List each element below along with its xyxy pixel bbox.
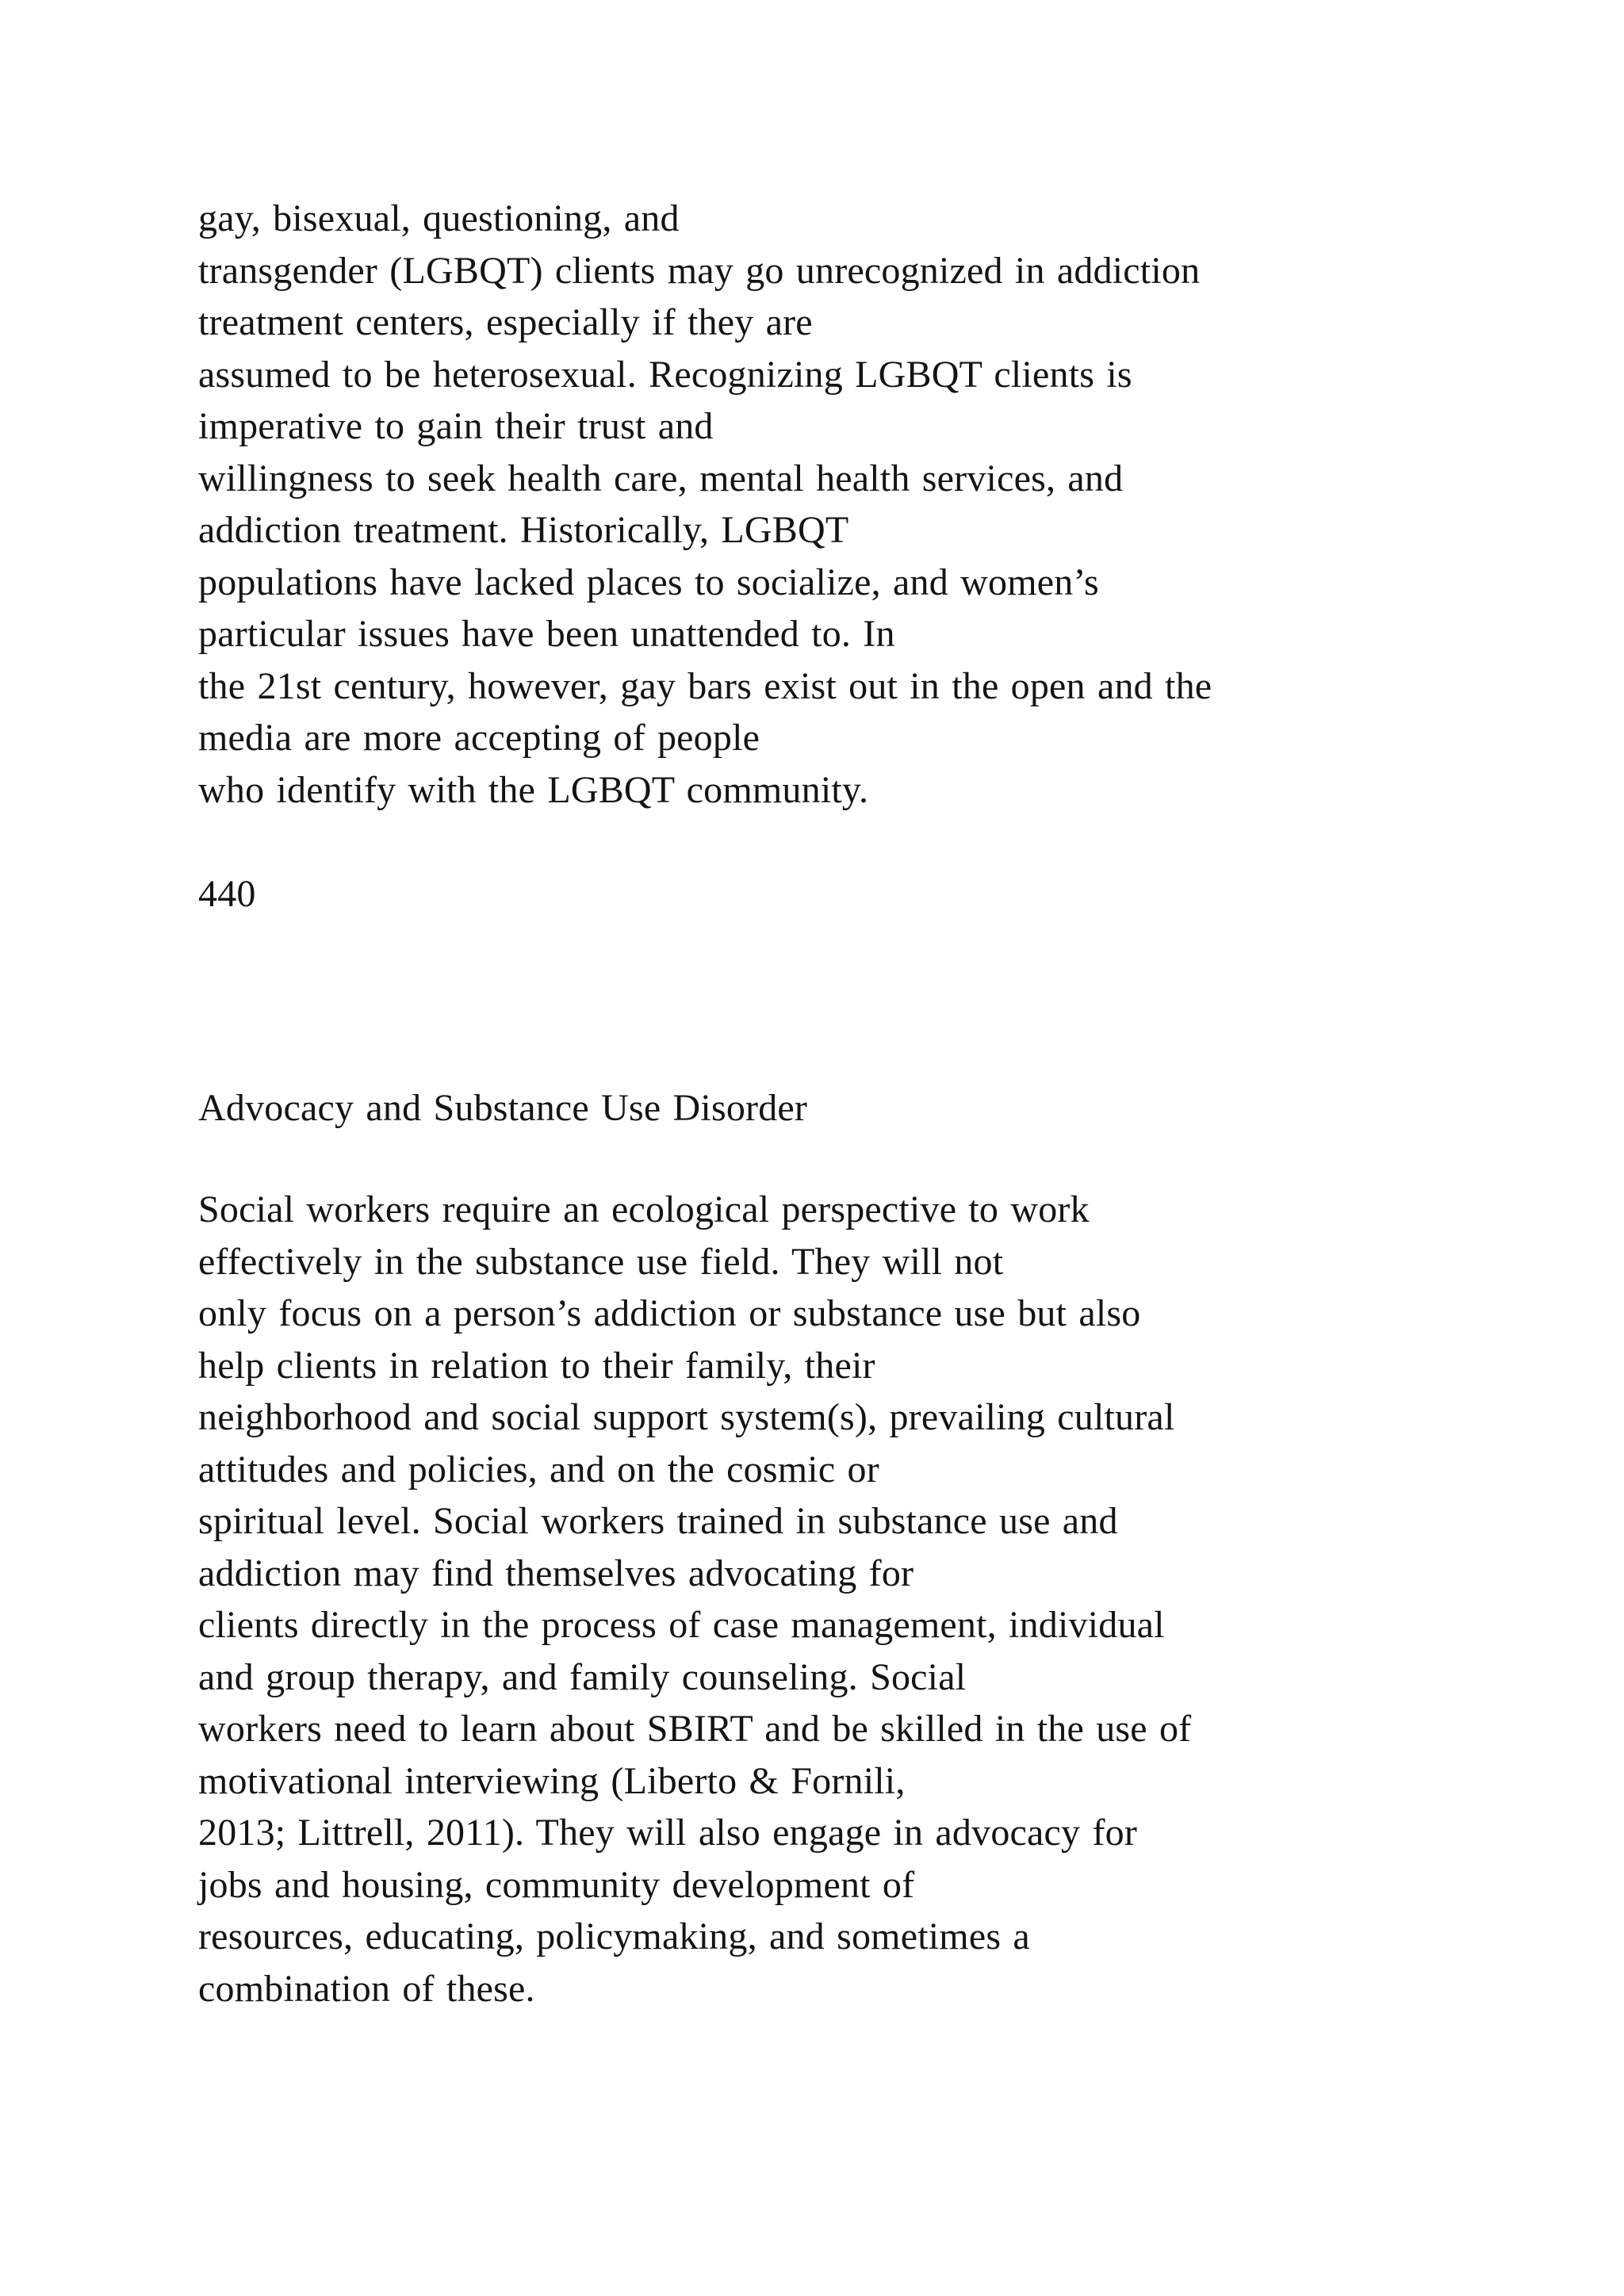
- section-heading-text: Advocacy and Substance Use Disorder: [198, 1087, 808, 1129]
- text-line: clients directly in the process of case management, individual: [198, 1604, 1165, 1646]
- text-line: gay, bisexual, questioning, and: [198, 197, 680, 239]
- text-line: Social workers require an ecological perspective to work: [198, 1188, 1090, 1230]
- text-line: media are more accepting of people: [198, 717, 760, 759]
- text-line: combination of these.: [198, 1967, 535, 2010]
- text-line: populations have lacked places to socialize, and women’s: [198, 561, 1099, 603]
- text-line: 2013; Littrell, 2011). They will also engage in advocacy for: [198, 1812, 1138, 1854]
- text-line: effectively in the substance use field. They will not: [198, 1240, 1004, 1283]
- paragraph-lgbqt-clients: [198, 193, 1499, 816]
- section-heading: [198, 1082, 1499, 1135]
- text-line: attitudes and policies, and on the cosmic or: [198, 1448, 879, 1490]
- text-line: and group therapy, and family counseling. Social: [198, 1655, 967, 1698]
- text-line: addiction may find themselves advocating for: [198, 1552, 914, 1594]
- text-line: assumed to be heterosexual. Recognizing LGBQT clients is: [198, 353, 1132, 396]
- text-line: transgender (LGBQT) clients may go unrecognized in addiction: [198, 249, 1201, 292]
- text-line: spiritual level. Social workers trained in substance use and: [198, 1500, 1118, 1542]
- text-line: willingness to seek health care, mental health services, and: [198, 457, 1124, 499]
- text-line: treatment centers, especially if they are: [198, 301, 813, 343]
- text-line: help clients in relation to their family, their: [198, 1344, 875, 1387]
- text-line: neighborhood and social support system(s), prevailing cultural: [198, 1396, 1175, 1438]
- text-line: only focus on a person’s addiction or substance use but also: [198, 1292, 1141, 1334]
- text-line: resources, educating, policymaking, and sometimes a: [198, 1915, 1030, 1957]
- page-number-text: 440: [198, 873, 256, 915]
- text-line: addiction treatment. Historically, LGBQT: [198, 509, 849, 551]
- text-line: particular issues have been unattended to. In: [198, 613, 895, 655]
- text-line: workers need to learn about SBIRT and be skilled in the use of: [198, 1708, 1192, 1750]
- text-line: who identify with the LGBQT community.: [198, 768, 869, 811]
- text-line: motivational interviewing (Liberto & Fornili,: [198, 1759, 906, 1802]
- text-line: the 21st century, however, gay bars exist out in the open and the: [198, 664, 1212, 707]
- text-line: jobs and housing, community development of: [198, 1863, 915, 1906]
- paragraph-advocacy: [198, 1184, 1499, 2015]
- page-number: [198, 868, 1499, 920]
- text-line: imperative to gain their trust and: [198, 405, 714, 447]
